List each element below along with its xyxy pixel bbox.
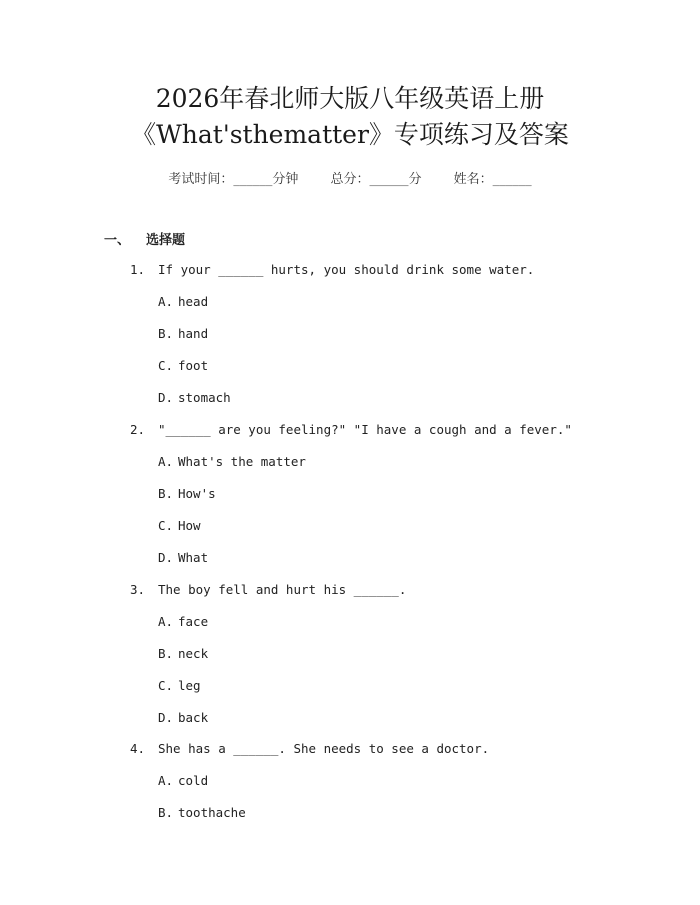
option-letter: C.	[158, 518, 174, 533]
question-2	[130, 422, 572, 437]
option-text: foot	[178, 358, 209, 373]
question-1	[130, 262, 534, 277]
option-text: toothache	[178, 805, 246, 820]
student-name: 姓名：______	[453, 172, 532, 187]
question-4	[130, 741, 489, 756]
option-letter: B.	[158, 486, 174, 501]
option	[158, 326, 208, 341]
question-number: 1.	[130, 262, 146, 277]
exam-score: 总分：______分	[330, 172, 422, 187]
option-text: hand	[178, 326, 209, 341]
section-label: 选择题	[146, 233, 186, 248]
option-text: What's the matter	[178, 454, 306, 469]
question-text: The boy fell and hurt his ______.	[158, 582, 407, 597]
question-text: "______ are you feeling?" "I have a cough and a fever."	[158, 422, 572, 437]
option-text: leg	[178, 678, 201, 693]
title-line-1: 2026年春北师大版八年级英语上册	[155, 84, 545, 113]
title-line-2: 《What'sthematter》专项练习及答案	[131, 120, 569, 149]
option	[158, 486, 216, 501]
option	[158, 805, 246, 820]
option-letter: A.	[158, 773, 174, 788]
option-letter: D.	[158, 550, 174, 565]
option-text: neck	[178, 646, 209, 661]
option-text: back	[178, 710, 209, 725]
option-text: How	[178, 518, 201, 533]
option-letter: D.	[158, 390, 174, 405]
option-text: stomach	[178, 390, 231, 405]
option-letter: C.	[158, 358, 174, 373]
question-number: 4.	[130, 741, 146, 756]
option	[158, 678, 201, 693]
option-letter: A.	[158, 454, 174, 469]
option	[158, 550, 208, 565]
section-heading	[104, 229, 185, 248]
question-number: 3.	[130, 582, 146, 597]
option	[158, 646, 208, 661]
option-text: How's	[178, 486, 216, 501]
option-text: cold	[178, 773, 209, 788]
option-letter: A.	[158, 294, 174, 309]
exam-time: 考试时间：______分钟	[168, 172, 299, 187]
option-letter: B.	[158, 805, 174, 820]
question-number: 2.	[130, 422, 146, 437]
section-number: 一、	[104, 233, 131, 248]
question-text: If your ______ hurts, you should drink some water.	[158, 262, 535, 277]
option	[158, 614, 208, 629]
option	[158, 518, 201, 533]
question-text: She has a ______. She needs to see a doctor.	[158, 741, 490, 756]
option	[158, 454, 306, 469]
option-letter: B.	[158, 326, 174, 341]
option	[158, 358, 208, 373]
exam-meta	[0, 168, 700, 187]
option-letter: C.	[158, 678, 174, 693]
option-text: face	[178, 614, 209, 629]
option	[158, 390, 231, 405]
question-3	[130, 582, 406, 597]
option-text: head	[178, 294, 209, 309]
option	[158, 294, 208, 309]
option	[158, 710, 208, 725]
option-letter: D.	[158, 710, 174, 725]
option-text: What	[178, 550, 209, 565]
option-letter: A.	[158, 614, 174, 629]
option	[158, 773, 208, 788]
option-letter: B.	[158, 646, 174, 661]
